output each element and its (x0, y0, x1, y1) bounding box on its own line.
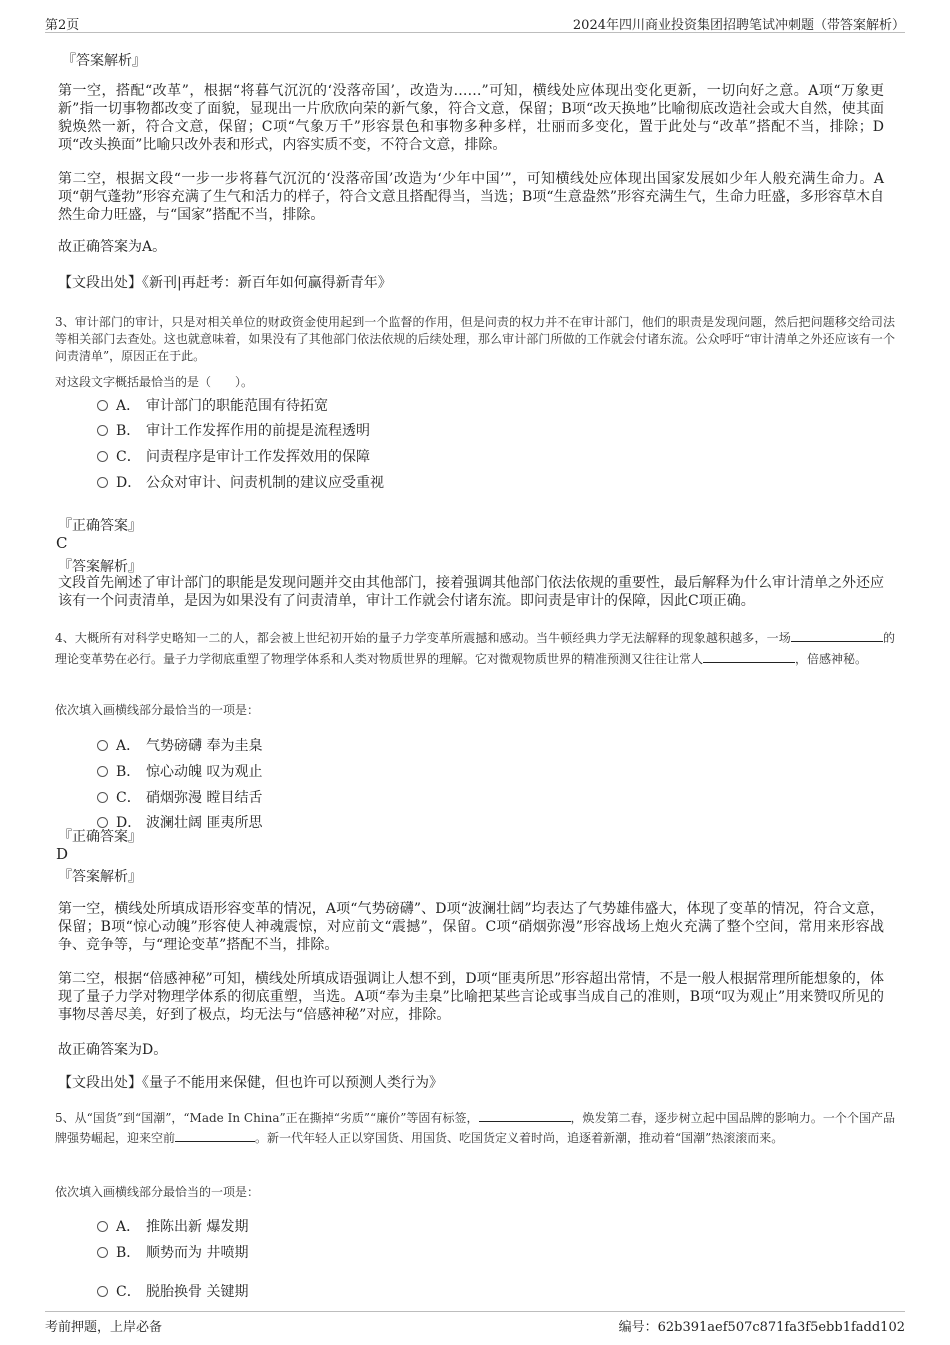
q4-option-d[interactable]: D． 波澜壮阔 匪夷所思 (97, 813, 262, 833)
fill-blank (175, 1129, 255, 1142)
radio-icon[interactable] (97, 792, 108, 803)
q2-conclusion: 故正确答案为A。 (58, 239, 167, 255)
q3-prompt: 对这段文字概括最恰当的是（ ）。 (55, 375, 254, 389)
q4-option-c[interactable]: C． 硝烟弥漫 瞠目结舌 (97, 788, 262, 808)
q2-analysis-para1: 第一空，搭配“改革”，根据“将暮气沉沉的‘没落帝国’，改造为……”可知，横线处应体现出变化更新，一切向好之意。A项“万象更新”指一切事物都改变了面貌，显现出一片欣欣向荣的新气象，符合文意，保留；B项“改天换地”比喻彻底改造社会或大自然，使其面貌焕然一新，符合文意，保留；C项“气象万千”形容景色和事物多种多样，壮丽而多变化，置于此处与“改革”搭配不当，排除；D项“改头换面”比喻只改外表和形式，内容实质不变，不符合文意，排除。 (58, 83, 884, 153)
q3-stem: 3、审计部门的审计，只是对相关单位的财政资金使用起到一个监督的作用，但是问责的权力并不在审计部门，他们的职责是发现问题，然后把问题移交给司法等相关部门去查处。这也就意味着，如果没有了其他部门依法依规的后续处理，那么审计部门所做的工作就会付诸东流。公众呼吁“审计清单之外还应该有一个问责清单”，原因正在于此。 (55, 315, 895, 363)
q5-prompt: 依次填入画横线部分最恰当的一项是： (55, 1185, 260, 1199)
page-footer (45, 1311, 905, 1336)
q3-analysis-tag: 『答案解析』 (58, 559, 142, 575)
q3-option-a[interactable]: A． 审计部门的职能范围有待拓宽 (97, 396, 328, 416)
q4-analysis-tag: 『答案解析』 (58, 869, 142, 885)
page-header (45, 10, 905, 33)
radio-icon[interactable] (97, 1286, 108, 1297)
q4-conclusion: 故正确答案为D。 (58, 1042, 168, 1058)
document-title: 2024年四川商业投资集团招聘笔试冲刺题（带答案解析） (572, 18, 905, 33)
q3-option-d[interactable]: D． 公众对审计、问责机制的建议应受重视 (97, 473, 384, 493)
q4-answer-tag: 『正确答案』 (58, 829, 142, 845)
radio-icon[interactable] (97, 477, 108, 488)
q4-answer: D (56, 845, 69, 863)
q2-analysis-tag: 『答案解析』 (62, 53, 146, 69)
q4-source: 【文段出处】《量子不能用来保健，但也许可以预测人类行为》 (58, 1075, 443, 1091)
fill-blank (703, 650, 795, 663)
q5-option-a[interactable]: A． 推陈出新 爆发期 (97, 1217, 248, 1237)
q5-option-b[interactable]: B． 顺势而为 井喷期 (97, 1243, 248, 1263)
q2-source: 【文段出处】《新刊|再赶考：新百年如何赢得新青年》 (58, 275, 392, 291)
radio-icon[interactable] (97, 740, 108, 751)
radio-icon[interactable] (97, 1247, 108, 1258)
q3-analysis: 文段首先阐述了审计部门的职能是发现问题并交由其他部门，接着强调其他部门依法依规的重要性，最后解释为什么审计清单之外还应该有一个问责清单，是因为如果没有了问责清单，审计工作就会付诸东流。即问责是审计的保障，因此C项正确。 (58, 575, 884, 609)
q3-option-c[interactable]: C． 问责程序是审计工作发挥效用的保障 (97, 447, 370, 467)
q5-option-c[interactable]: C． 脱胎换骨 关键期 (97, 1282, 248, 1302)
q4-analysis-para1: 第一空，横线处所填成语形容变革的情况，A项“气势磅礴”、D项“波澜壮阔”均表达了气势雄伟盛大，体现了变革的情况，符合文意，保留；B项“惊心动魄”形容使人神魂震惊，对应前文“震撼”，保留。C项“硝烟弥漫”形容战场上炮火充满了整个空间，常用来形容战争、竞争等，与“理论变革”搭配不当，排除。 (58, 901, 884, 953)
radio-icon[interactable] (97, 451, 108, 462)
q4-prompt: 依次填入画横线部分最恰当的一项是： (55, 703, 260, 717)
q4-analysis-para2: 第二空，根据“倍感神秘”可知，横线处所填成语强调让人想不到，D项“匪夷所思”形容超出常情，不是一般人根据常理所能想象的，体现了量子力学对物理学体系的彻底重塑，当选。A项“奉为圭臬”比喻把某些言论或事当成自己的准则，B项“叹为观止”用来赞叹所见的事物尽善尽美，好到了极点，均无法与“倍感神秘”对应，排除。 (58, 971, 884, 1023)
q2-analysis-para2: 第二空，根据文段“一步一步将暮气沉沉的‘没落帝国’改造为‘少年中国’”，可知横线处应体现出国家发展如少年人般充满生命力。A项“朝气蓬勃”形容充满了生气和活力的样子，符合文意且搭配得当，当选；B项“生意盎然”形容充满生气，生命力旺盛，多形容草木自然生命力旺盛，与“国家”搭配不当，排除。 (58, 171, 884, 223)
page-number: 第2页 (45, 18, 80, 33)
fill-blank (791, 629, 883, 642)
document-id: 编号：62b391aef507c871fa3f5ebb1fadd102 (618, 1320, 905, 1335)
q4-option-b[interactable]: B． 惊心动魄 叹为观止 (97, 762, 262, 782)
q3-answer-tag: 『正确答案』 (58, 518, 142, 534)
radio-icon[interactable] (97, 425, 108, 436)
radio-icon[interactable] (97, 766, 108, 777)
radio-icon[interactable] (97, 400, 108, 411)
q3-option-b[interactable]: B． 审计工作发挥作用的前提是流程透明 (97, 421, 370, 441)
q3-answer: C (56, 534, 68, 552)
fill-blank (479, 1109, 571, 1122)
q5-stem: 5、从“国货”到“国潮”，“Made In China”正在撕掉“劣质”“廉价”等固有标签， ，焕发第二春，逐步树立起中国品牌的影响力。一个个国产品牌强势崛起，迎来空前 。新一代年轻人正以穿国货、用国货、吃国货定义着时尚，追逐着新潮，推动着“国潮”热滚滚而来。 (55, 1111, 895, 1145)
q4-option-a[interactable]: A． 气势磅礴 奉为圭臬 (97, 736, 262, 756)
radio-icon[interactable] (97, 1221, 108, 1232)
q4-stem: 4、大概所有对科学史略知一二的人，都会被上世纪初开始的量子力学变革所震撼和感动。当牛顿经典力学无法解释的现象越积越多，一场 的理论变革势在必行。量子力学彻底重塑了物理学体系和人类对物质世界的理解。它对微观物质世界的精准预测又往往让常人 ，倍感神秘。 (55, 631, 895, 666)
footer-slogan: 考前押题，上岸必备 (45, 1320, 163, 1335)
